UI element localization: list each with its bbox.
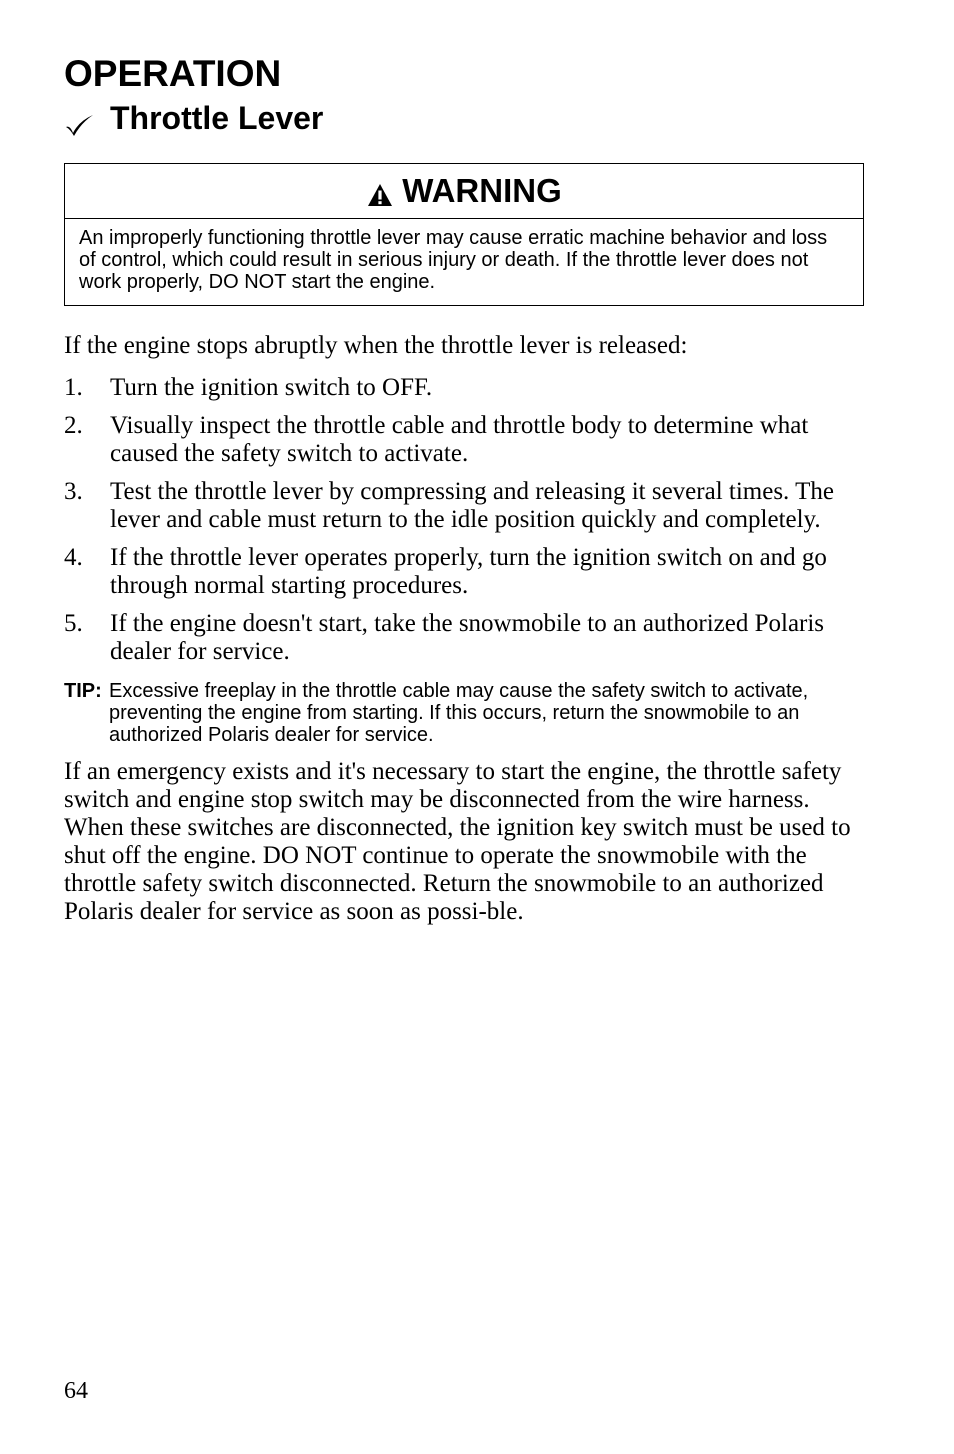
list-item [64, 374, 864, 402]
step-text: Visually inspect the throttle cable and throttle body to determine what caused the safety switch to activate. [110, 412, 809, 467]
step-number: 2. [64, 412, 83, 439]
step-number: 5. [64, 610, 83, 637]
warning-header [65, 164, 863, 219]
subsection-title: Throttle Lever [110, 100, 324, 136]
list-item [64, 412, 864, 468]
page-number: 64 [64, 1378, 88, 1404]
step-number: 1. [64, 374, 83, 401]
tip-text: Excessive freeplay in the throttle cable may cause the safety switch to activate, preventing the engine from starting. If this occurs, return the snowmobile to an authorized Polaris dealer for service. [109, 680, 809, 746]
intro-text: If the engine stops abruptly when the throttle lever is released: [64, 332, 688, 359]
tip-label: TIP: [64, 680, 102, 702]
warning-box [64, 163, 864, 306]
warning-text: An improperly functioning throttle lever may cause erratic machine behavior and loss of control, which could result in serious injury or death. If the throttle lever does not work properly, DO NOT start the engine. [79, 227, 828, 293]
manual-page [64, 52, 864, 951]
list-item [64, 610, 864, 666]
warning-triangle-icon [366, 178, 394, 204]
check-mark-icon [64, 106, 94, 130]
step-number: 4. [64, 544, 83, 571]
step-text: If the engine doesn't start, take the snowmobile to an authorized Polaris dealer for service. [110, 610, 825, 665]
step-text: Turn the ignition switch to OFF. [110, 374, 433, 401]
step-number: 3. [64, 478, 83, 505]
tip-note [64, 680, 864, 746]
subsection-heading [64, 98, 864, 138]
section-title: OPERATION [64, 53, 282, 94]
step-text: If the throttle lever operates properly, turn the ignition switch on and go through normal starting procedures. [110, 544, 827, 599]
warning-title: WARNING [402, 172, 562, 209]
list-item [64, 478, 864, 534]
steps-list [64, 374, 864, 666]
step-text: Test the throttle lever by compressing and releasing it several times. The lever and cable must return to the idle position quickly and completely. [110, 478, 834, 533]
list-item [64, 544, 864, 600]
closing-paragraph: If an emergency exists and it's necessary to start the engine, the throttle safety switch and engine stop switch may be disconnected from the wire harness. When these switches are disconnected, the ignition key switch must be used to shut off the engine. DO NOT continue to operate the snowmobile with the throttle safety switch disconnected. Return the snowmobile to an authorized Polaris dealer for service as soon as possi-ble. [64, 758, 851, 925]
